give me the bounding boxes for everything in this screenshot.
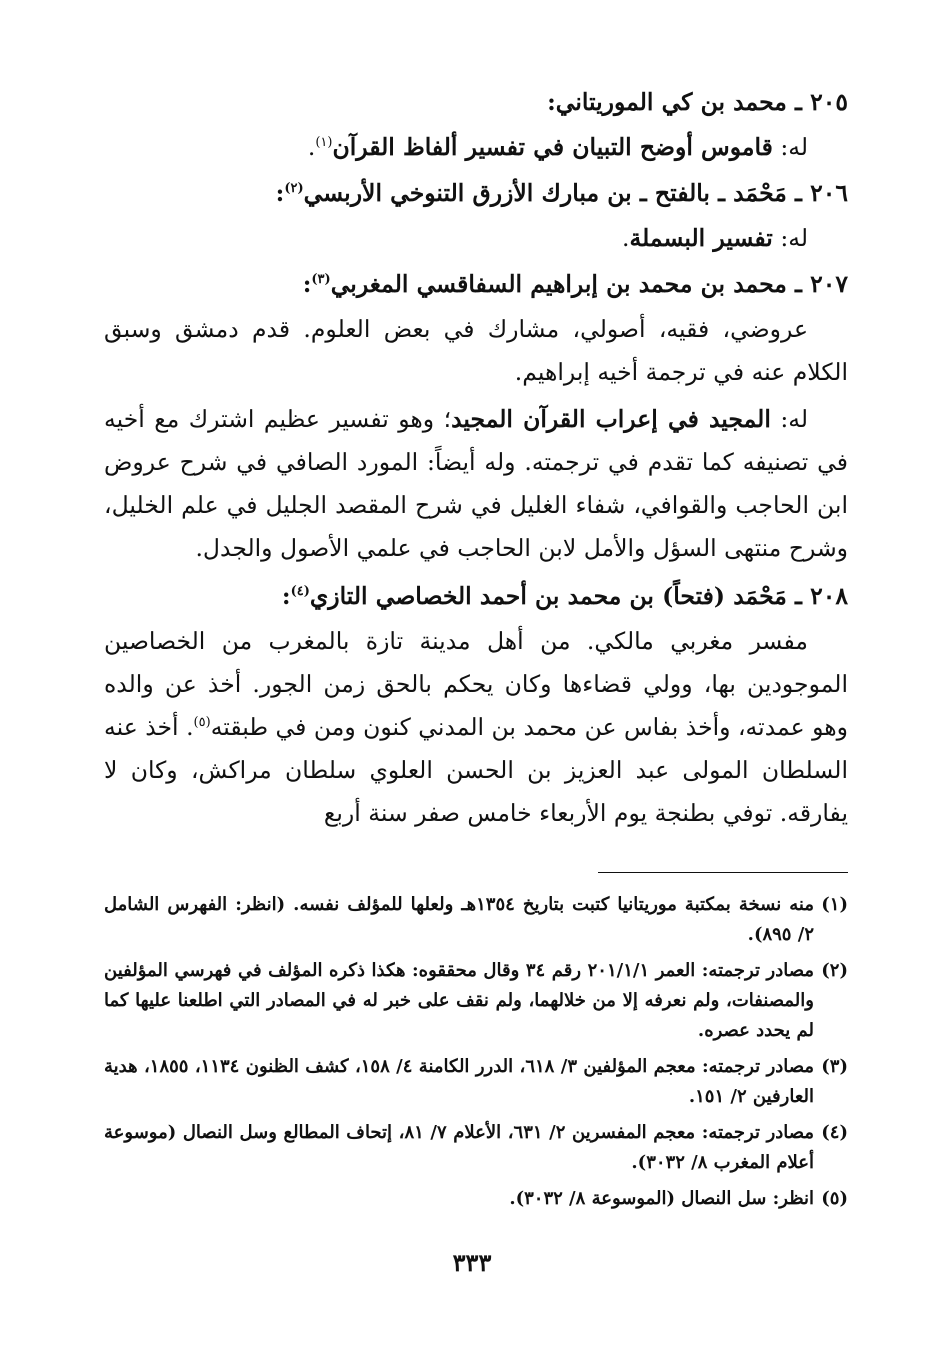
- entry-205-work-line: [104, 126, 848, 169]
- entry-208-bio-b: . أخذ عنه السلطان المولى عبد العزيز بن الحسن العلوي سلطان مراكش، وكان لا يفارقه. توفي بطنجة يوم الأربعاء خامس صفر سنة أربع: [104, 713, 848, 827]
- entry-205-heading-text: ٢٠٥ ـ محمد بن كي الموريتاني:: [547, 88, 848, 116]
- entry-206-work-title: تفسير البسملة: [629, 224, 773, 252]
- entry-206-work-line: [104, 217, 848, 260]
- entry-208-bio-a: مفسر مغربي مالكي. من أهل مدينة تازة بالمغرب من الخصاصين الموجودين بها، وولي قضاءها وكان يحكم بالحق زمن الجور. أخذ عن والده وهو عمدته، وأخذ بفاس عن محمد بن المدني كنون ومن في طبقته: [104, 627, 849, 741]
- entry-206-heading-tail: :: [275, 179, 285, 207]
- footnote-text: مصادر ترجمته: معجم المؤلفين ٣/ ٦١٨، الدرر الكامنة ٤/ ١٥٨، كشف الظنون ١١٣٤، ١٨٥٥، هدية العارفين ٢/ ١٥١.: [104, 1056, 815, 1107]
- entry-206-heading-text: ٢٠٦ ـ مَحْمَد ـ بالفتح ـ بن مبارك الأزرق التنوخي الأربسي: [303, 179, 848, 207]
- footnote-1: [104, 890, 848, 950]
- entry-205-work-title: قاموس أوضح التبيان في تفسير ألفاظ القرآن: [332, 133, 773, 161]
- entry-207-heading: [104, 260, 848, 308]
- footnote-text: منه نسخة بمكتبة موريتانيا كتبت بتاريخ ١٣٥٤هـ ولعلها للمؤلف نفسه. (انظر: الفهرس الشامل ٢/ ٨٩٥).: [104, 894, 814, 945]
- footnote-text: مصادر ترجمته: العمر ٢٠١/١/١ رقم ٣٤ وقال محققوه: هكذا ذكره المؤلف في فهرسي المؤلفين والمصنفات، ولم نعرفه إلا من خلالهما، ولم نقف على خبر له في المصادر التي اطلعنا عليها كما لم يحدد عصره.: [104, 960, 814, 1041]
- entry-207-works-rest: ؛ وهو تفسير عظيم اشترك مع أخيه في تصنيفه كما تقدم في ترجمته. وله أيضاً: المورد الصافي في شرح عروض ابن الحاجب والقوافي، شفاء الغليل في شرح المقصد الجليل في علم الخليل، وشرح منتهى السؤل والأمل لابن الحاجب في علمي الأصول والجدل.: [104, 405, 848, 562]
- entry-205-lead: له:: [772, 133, 808, 161]
- entry-208-heading: [104, 572, 848, 620]
- footnote-3: [104, 1052, 848, 1112]
- footnote-ref-3[interactable]: (٣): [311, 272, 331, 288]
- entry-208-heading-tail: :: [281, 582, 291, 610]
- footnote-ref-2[interactable]: (٢): [284, 181, 304, 197]
- entry-205-heading: [104, 78, 848, 126]
- footnote-ref-5[interactable]: (٥): [193, 715, 211, 731]
- entry-206-heading: [104, 169, 848, 217]
- entry-207-lead: له:: [770, 405, 808, 433]
- footnote-number: (٥): [821, 1188, 848, 1209]
- entry-207-heading-text: ٢٠٧ ـ محمد بن محمد بن إبراهيم السفاقسي المغربي: [330, 270, 848, 298]
- page-number: ٣٣٣: [452, 1248, 492, 1277]
- footnote-separator: [598, 872, 848, 873]
- main-text: [104, 78, 848, 835]
- entry-208-heading-text: ٢٠٨ ـ مَحْمَد (فتحاً) بن محمد بن أحمد الخصاصي التازي: [309, 582, 848, 610]
- footnote-number: (٢): [821, 960, 848, 981]
- entry-206-tail: .: [622, 224, 630, 252]
- entry-207-heading-tail: :: [302, 270, 312, 298]
- footnote-number: (٣): [821, 1056, 848, 1077]
- footnote-text: مصادر ترجمته: معجم المفسرين ٢/ ٦٣١، الأعلام ٧/ ٨١، إتحاف المطالع وسل النصال (موسوعة أعلام المغرب ٨/ ٣٠٣٢).: [104, 1122, 815, 1173]
- footnote-ref-1[interactable]: (١): [315, 135, 333, 151]
- footnote-2: [104, 956, 848, 1046]
- entry-207-work-title: المجيد في إعراب القرآن المجيد: [451, 405, 771, 433]
- entry-207-works: [104, 398, 848, 570]
- footnote-4: [104, 1118, 848, 1178]
- footnote-number: (٤): [821, 1122, 848, 1143]
- entry-207-bio: عروضي، فقيه، أصولي، مشارك في بعض العلوم. قدم دمشق وسبق الكلام عنه في ترجمة أخيه إبراهيم.: [104, 315, 848, 386]
- entry-208-bio: [104, 620, 848, 835]
- entry-205-tail: .: [307, 133, 316, 161]
- footnote-ref-4[interactable]: (٤): [290, 584, 310, 600]
- footnote-5: [104, 1184, 848, 1214]
- footnotes: [104, 890, 848, 1220]
- footnote-text: انظر: سل النصال (الموسوعة ٨/ ٣٠٣٢).: [509, 1188, 814, 1209]
- footnote-number: (١): [821, 894, 848, 915]
- entry-206-lead: له:: [772, 224, 808, 252]
